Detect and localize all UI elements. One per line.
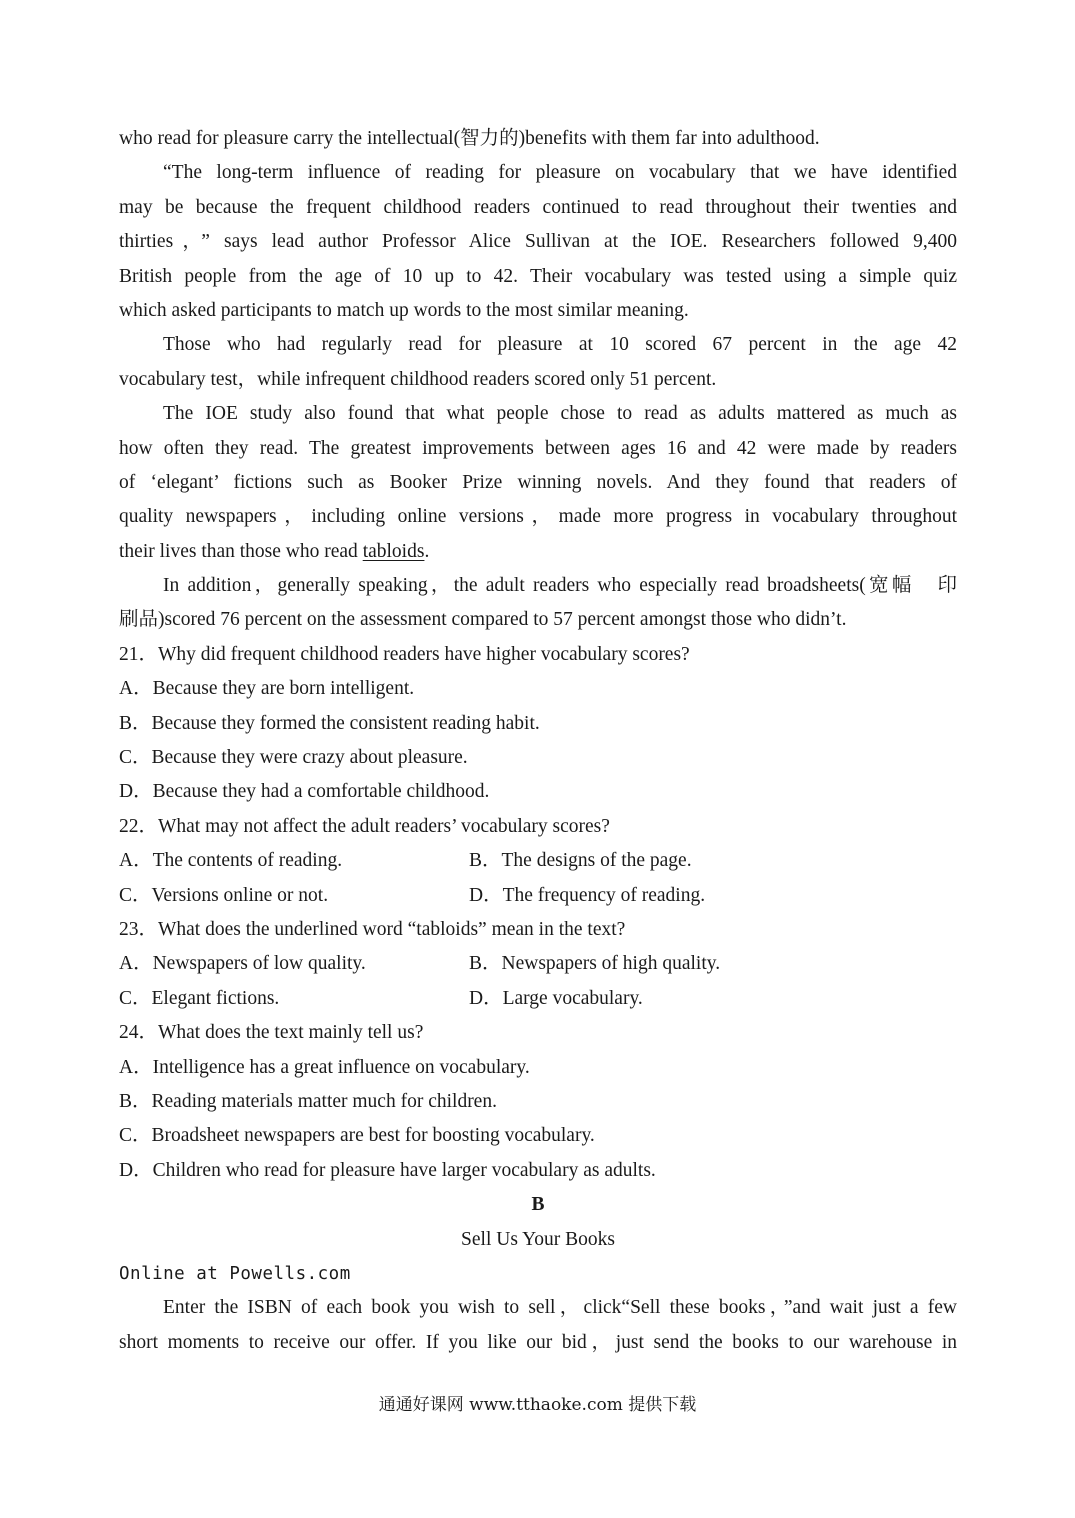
passage-a-line xyxy=(119,535,957,569)
question-21-option-b: B．Because they formed the consistent reading habit. xyxy=(119,712,540,734)
passage-b-title: Sell Us Your Books xyxy=(461,1228,615,1250)
question-22-option-b: B．The designs of the page. xyxy=(469,850,692,872)
passage-a-line: how often they read. The greatest improvements between ages 16 and 42 were made by readers xyxy=(119,437,957,459)
question-21-option-a: A．Because they are born intelligent. xyxy=(119,678,415,700)
question-22-option-a: A．The contents of reading. xyxy=(119,850,343,872)
passage-a-line: vocabulary test，while infrequent childhood readers scored only 51 percent. xyxy=(119,368,717,390)
question-23-options-row xyxy=(119,947,957,981)
passage-a-line: who read for pleasure carry the intellectual(智力的)benefits with them far into adulthood. xyxy=(119,128,820,149)
passage-b-line: short moments to receive our offer. If you like our bid，just send the books to our warehouse in xyxy=(119,1331,957,1353)
passage-a-line: thirties，” says lead author Professor Alice Sullivan at the IOE. Researchers followed 9,400 xyxy=(119,231,957,253)
passage-a-line: 刷品)scored 76 percent on the assessment compared to 57 percent amongst those who didn’t. xyxy=(119,609,847,631)
passage-a-line: of ‘elegant’ fictions such as Booker Prize winning novels. And they found that readers of xyxy=(119,471,957,493)
passage-a-line: may be because the frequent childhood readers continued to read throughout their twenties and xyxy=(119,196,957,218)
passage-b-subtitle: Online at Powells.com xyxy=(119,1263,351,1284)
passage-b-line: Enter the ISBN of each book you wish to sell，click“Sell these books，”and wait just a few xyxy=(163,1297,957,1319)
question-23-option-d: D．Large vocabulary. xyxy=(469,987,643,1009)
question-24-option-d: D．Children who read for pleasure have larger vocabulary as adults. xyxy=(119,1159,656,1181)
question-21-stem: 21．Why did frequent childhood readers have higher vocabulary scores? xyxy=(119,643,690,665)
question-24-option-a: A．Intelligence has a great influence on vocabulary. xyxy=(119,1056,530,1078)
question-22-stem: 22．What may not affect the adult readers’ vocabulary scores? xyxy=(119,815,610,837)
page-footer: 通通好课网 www.tthaoke.com 提供下载 xyxy=(378,1395,697,1415)
question-23-option-c: C．Elegant fictions. xyxy=(119,987,280,1009)
question-23-options-row xyxy=(119,982,957,1016)
question-21-option-d: D．Because they had a comfortable childhood. xyxy=(119,781,490,803)
passage-a-line: “The long-term influence of reading for pleasure on vocabulary that we have identified xyxy=(163,162,957,184)
underlined-word-tabloids: tabloids xyxy=(362,540,425,562)
passage-a-line: which asked participants to match up words to the most similar meaning. xyxy=(119,299,689,321)
passage-a-text: . xyxy=(424,540,430,562)
question-24-stem: 24．What does the text mainly tell us? xyxy=(119,1022,424,1044)
section-letter-b: B xyxy=(531,1194,545,1216)
passage-a-line: Those who had regularly read for pleasure at 10 scored 67 percent in the age 42 xyxy=(163,334,957,356)
question-22-options-row xyxy=(119,879,957,913)
passage-a-line: The IOE study also found that what people chose to read as adults mattered as much as xyxy=(163,403,957,425)
question-23-option-a: A．Newspapers of low quality. xyxy=(119,953,366,975)
question-24-option-c: C．Broadsheet newspapers are best for boosting vocabulary. xyxy=(119,1125,595,1147)
passage-a-line: In addition，generally speaking，the adult readers who especially read broadsheets(宽幅 印 xyxy=(163,575,957,597)
document-page xyxy=(119,122,957,1360)
passage-a-text: their lives than those who read xyxy=(119,540,363,562)
question-22-options-row xyxy=(119,844,957,878)
question-23-stem: 23．What does the underlined word “tabloids” mean in the text? xyxy=(119,918,626,940)
question-23-option-b: B．Newspapers of high quality. xyxy=(469,953,721,975)
question-21-option-c: C．Because they were crazy about pleasure. xyxy=(119,747,468,769)
question-22-option-c: C．Versions online or not. xyxy=(119,884,329,906)
question-22-option-d: D．The frequency of reading. xyxy=(469,884,706,906)
passage-a-line: British people from the age of 10 up to 42. Their vocabulary was tested using a simple quiz xyxy=(119,265,957,287)
question-24-option-b: B．Reading materials matter much for children. xyxy=(119,1090,497,1112)
passage-a-line: quality newspapers，including online versions，made more progress in vocabulary throughout xyxy=(119,506,957,528)
